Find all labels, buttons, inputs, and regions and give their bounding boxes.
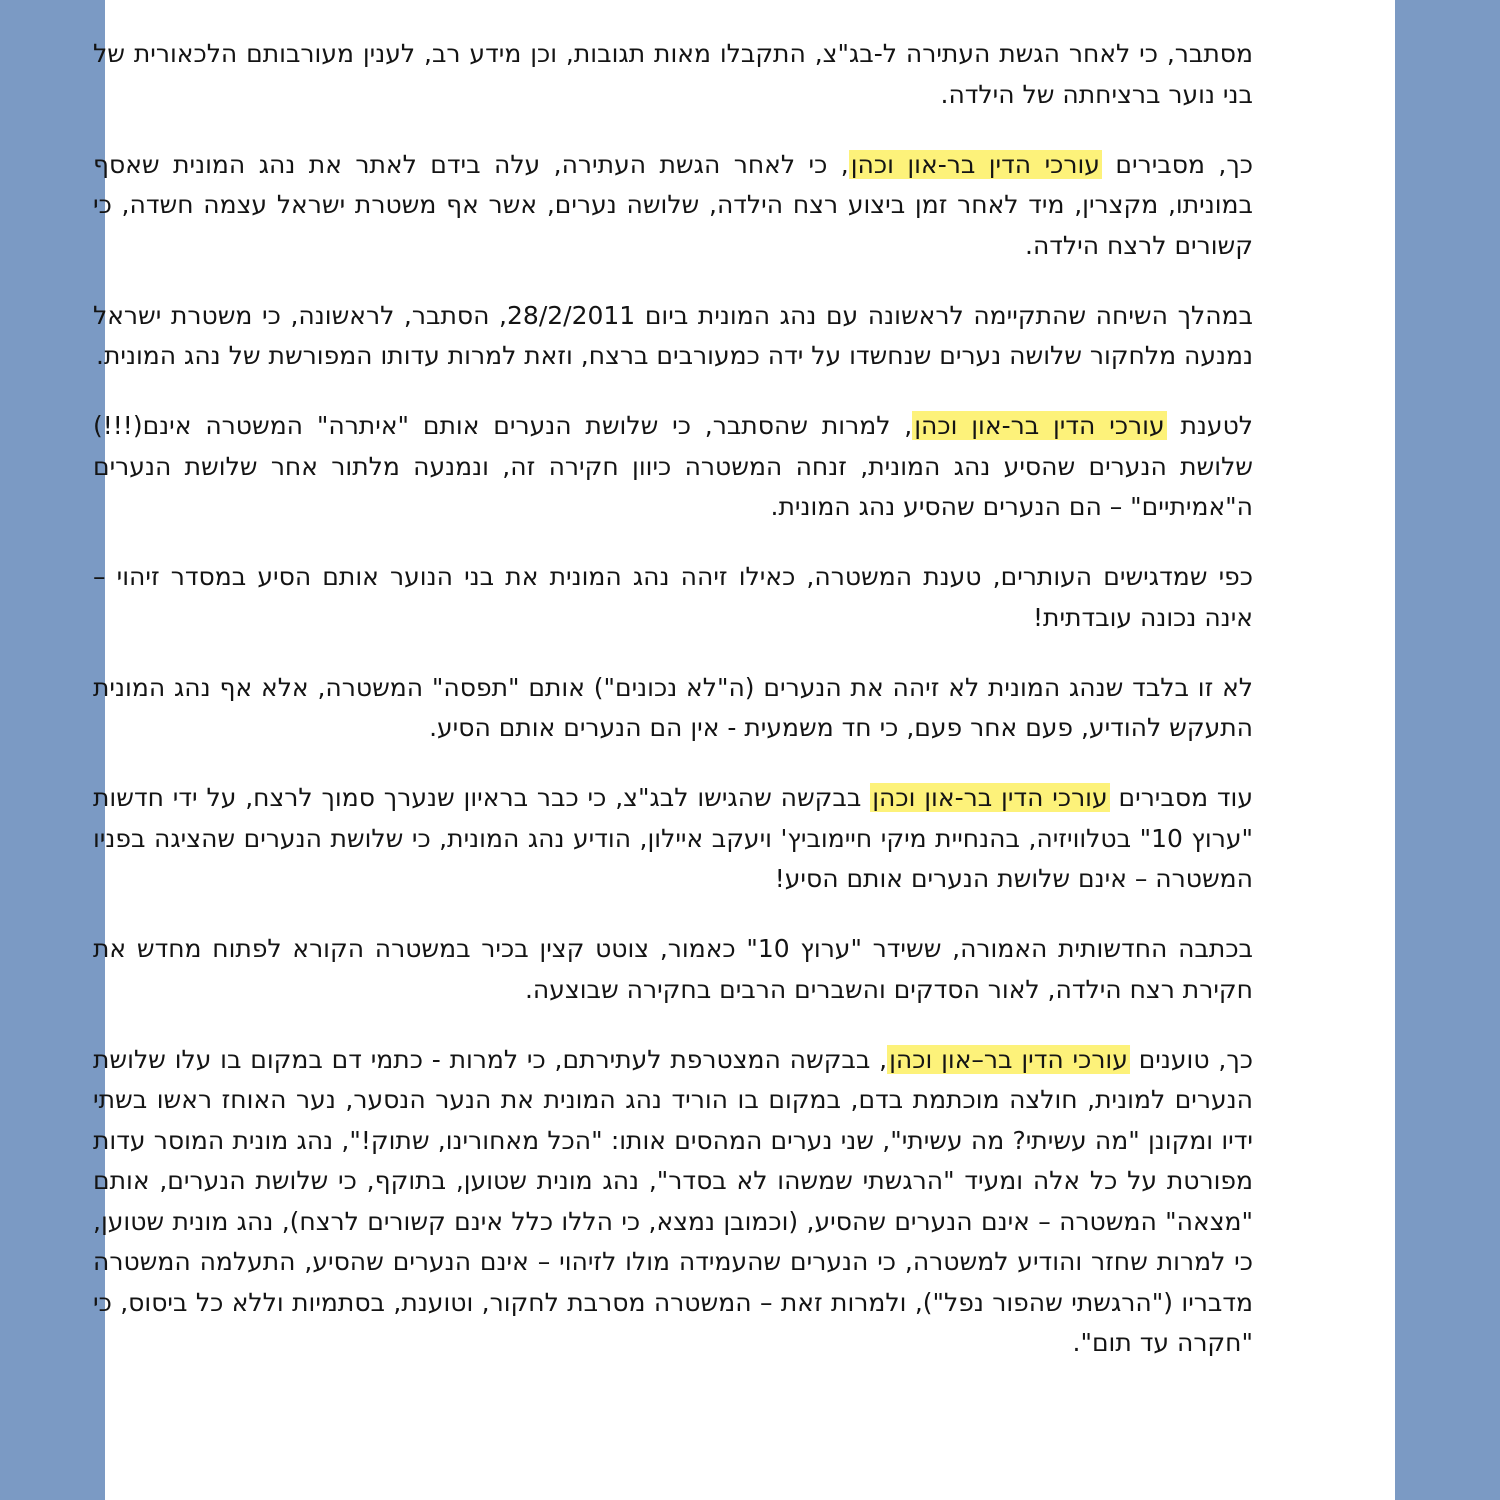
paragraph-8 <box>93 929 1253 1010</box>
paragraph-6 <box>93 668 1253 749</box>
paragraph-text: , למרות שהסתבר, כי שלושת הנערים אותם "איתרה" המשטרה אינם(!!!) שלושת הנערים שהסיע נהג המונית, זנחה המשטרה כיוון חקירה זה, ונמנעה מלתור אחר שלושת הנערים ה"אמיתיים" – הם הנערים שהסיע נהג המונית. <box>93 411 1253 521</box>
paragraph-text: , כי לאחר הגשת העתירה, עלה בידם לאתר את נהג המונית שאסף במוניתו, מקצרין, מיד לאחר זמן ביצוע רצח הילדה, שלושה נערים, אשר אף משטרת ישראל עצמה חשדה, כי קשורים לרצח הילדה. <box>93 149 1253 260</box>
highlighted-lawyers-name: עורכי הדין בר-און וכהן <box>872 783 1108 812</box>
paragraph-text: , בבקשה המצטרפת לעתירתם, כי למרות - כתמי דם במקום בו עלו שלושת הנערים למונית, חולצה מוכתמת בדם, במקום בו הוריד נהג המונית את הנער הנסער, נער האוחז ראשו בשתי ידיו ומקונן "מה עשיתי? מה עשיתי", שני נערים המהסים אותו: "הכל מאחורינו, שתוק!", נהג מונית המוסר עדות מפורטת על כל אלה ומעיד "הרגשתי שמשהו לא בסדר", נהג מונית שטוען, בתוקף, כי שלושת הנערים, אותם "מצאה" המשטרה – אינם הנערים שהסיע, (וכמובן נמצא, כי הללו כלל אינם קשורים לרצח), נהג מונית שטוען, כי למרות שחזר והודיע למשטרה, כי הנערים שהעמידה מולו לזיהוי – אינם הנערים שהסיע, התעלמה המשטרה מדבריו ("הרגשתי שהפור נפל"), ולמרות זאת – המשטרה מסרבת לחקור, וטוענת, בסתמיות וללא כל ביסוס, כי "חקרה עד תום". <box>93 1044 1253 1357</box>
paragraph-text: לא זו בלבד שנהג המונית לא זיהה את הנערים (ה"לא נכונים") אותם "תפסה" המשטרה, אלא אף נהג המונית התעקש להודיע, פעם אחר פעם, כי חד משמעית - אין הם הנערים אותם הסיע. <box>93 672 1253 742</box>
paragraph-7 <box>93 778 1253 900</box>
paragraph-5 <box>93 557 1253 638</box>
paragraph-4 <box>93 406 1253 528</box>
highlighted-lawyers-name: עורכי הדין בר-און וכהן <box>850 149 1100 179</box>
paragraph-text: בבקשה שהגישו לבג"צ, כי כבר בראיון שנערך סמוך לרצח, על ידי חדשות "ערוץ 10" בטלוויזיה, בהנחיית מיקי חיימוביץ' ויעקב איילון, הודיע נהג המונית, כי שלושת הנערים שהציגה בפניו המשטרה – אינם שלושת הנערים אותם הסיע! <box>93 783 1253 893</box>
paragraph-text: עוד מסבירים <box>1109 783 1254 812</box>
paragraph-text: כך, טוענים <box>1129 1044 1253 1074</box>
paragraph-1 <box>93 34 1253 115</box>
highlighted-lawyers-name: עורכי הדין בר-און וכהן <box>914 411 1165 440</box>
paragraph-text: כפי שמדגישים העותרים, טענת המשטרה, כאילו זיהה נהג המונית את בני הנוער אותם הסיע במסדר זיהוי – אינה נכונה עובדתית! <box>93 562 1253 632</box>
paragraph-text: כך, מסבירים <box>1101 149 1253 179</box>
paragraph-text: בכתבה החדשותית האמורה, ששידר "ערוץ 10" כאמור, צוטט קצין בכיר במשטרה הקורא לפתוח מחדש את חקירת רצח הילדה, לאור הסדקים והשברים הרבים בחקירה שבוצעה. <box>93 934 1253 1004</box>
paragraph-text: לטענת <box>1166 411 1253 440</box>
document-page <box>93 0 1395 1500</box>
paragraph-3 <box>93 296 1253 377</box>
paragraph-text: במהלך השיחה שהתקיימה לראשונה עם נהג המונית ביום 28/2/2011, הסתבר, לראשונה, כי משטרת ישראל נמנעה מלחקור שלושה נערים שנחשדו על ידה כמעורבים ברצח, וזאת למרות עדותו המפורשת של נהג המונית. <box>93 300 1253 370</box>
highlighted-lawyers-name: עורכי הדין בר–און וכהן <box>889 1044 1128 1074</box>
paragraph-2 <box>93 145 1253 267</box>
paragraph-9 <box>93 1040 1253 1364</box>
document-body <box>93 34 1253 1393</box>
paragraph-text: מסתבר, כי לאחר הגשת העתירה ל-בג"צ, התקבלו מאות תגובות, וכן מידע רב, לענין מעורבותם הלכאורית של בני נוער ברציחתה של הילדה. <box>93 39 1253 109</box>
